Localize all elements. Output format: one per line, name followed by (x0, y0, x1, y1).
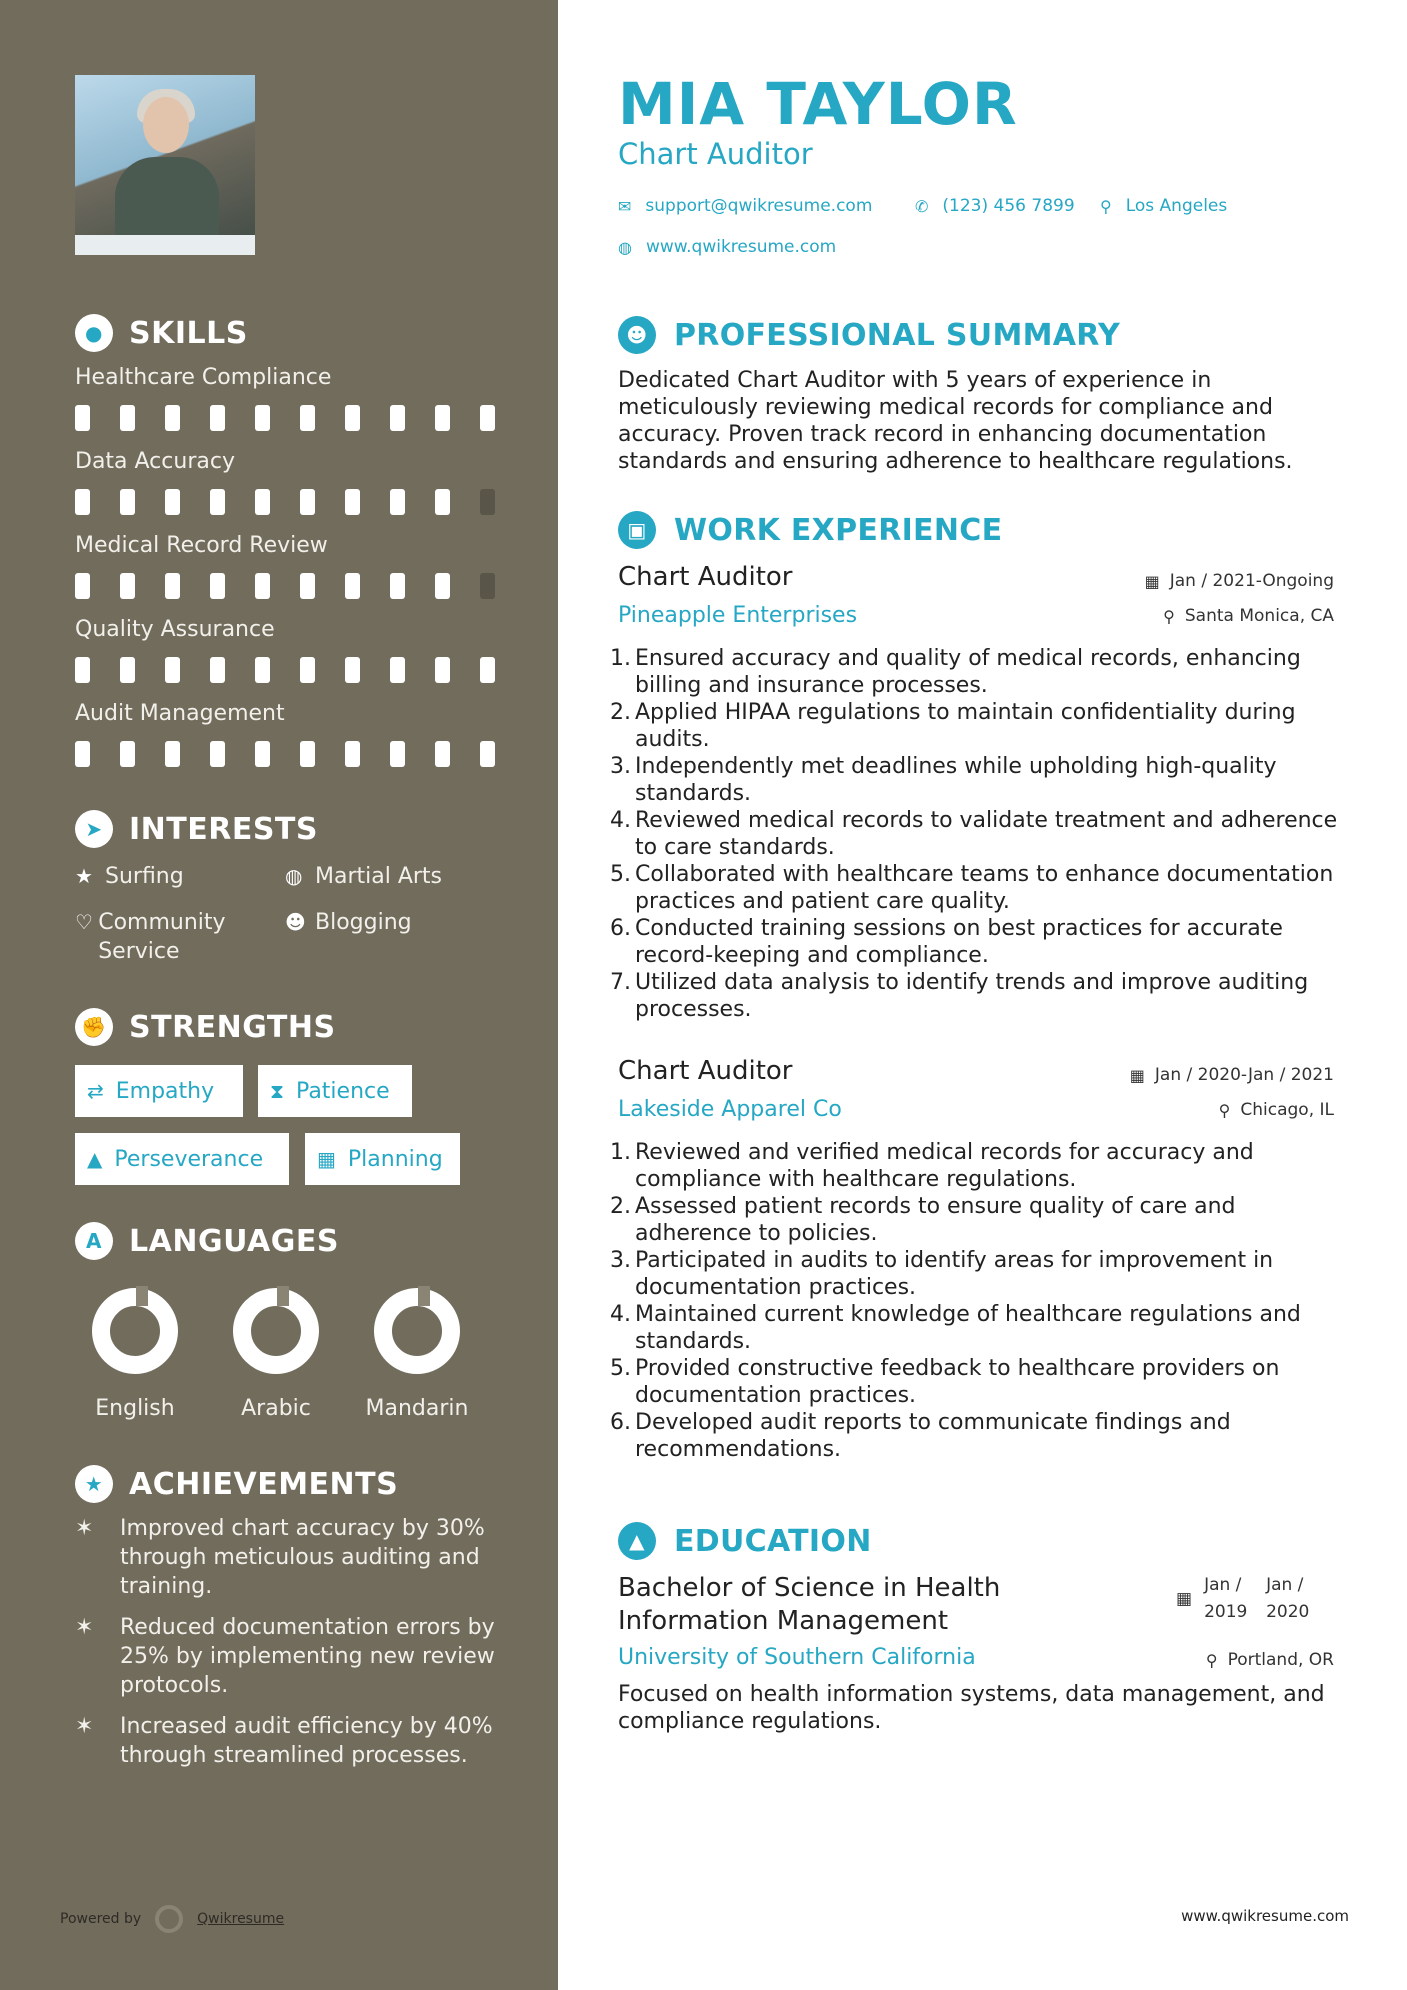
skill-segment (165, 573, 180, 599)
calendar-icon: ▦ (1144, 571, 1160, 591)
hourglass-icon: ⧗ (270, 1079, 285, 1103)
star-icon: ★ (75, 864, 93, 888)
summary-text: Dedicated Chart Auditor with 5 years of experience in meticulously reviewing medical records for compliance and accuracy. Proven track record in enhancing documentation standards and ensuring adherence to healthcare regulations. (618, 368, 1293, 474)
skill-segment (435, 405, 450, 431)
job-location: ⚲ Chicago, IL (1218, 1100, 1334, 1120)
contact-phone[interactable]: ✆ (123) 456 7899 (915, 196, 1075, 216)
globe-icon: ◍ (618, 237, 632, 257)
skill-segment (165, 657, 180, 683)
strengths-heading: ✊ STRENGTHS (75, 1008, 336, 1046)
skill-segment (120, 741, 135, 767)
list-item: 1. Ensured accuracy and quality of medical records, enhancing billing and insurance processes. (610, 646, 1301, 698)
skill-segment (210, 741, 225, 767)
profile-photo (75, 75, 255, 255)
road-icon: ▲ (87, 1147, 103, 1171)
skill-segment (390, 573, 405, 599)
job-dates: ▦ Jan / 2020-Jan / 2021 (1129, 1065, 1334, 1085)
list-item: 1. Reviewed and verified medical records for accuracy and compliance with healthcare regulations. (610, 1140, 1254, 1192)
strength-chip: ▲ Perseverance (75, 1133, 289, 1185)
skill-level-bar (75, 741, 495, 767)
skill-segment (255, 405, 270, 431)
interest-item: ★ Surfing (75, 864, 184, 889)
globe-icon: ◍ (285, 864, 303, 888)
education-school: University of Southern California (618, 1645, 976, 1670)
interest-item: ☻ Blogging (285, 910, 412, 935)
pin-icon: ⚲ (1218, 1100, 1231, 1120)
skill-name: Healthcare Compliance (75, 365, 332, 390)
skill-segment (210, 405, 225, 431)
list-item: 7. Utilized data analysis to identify trends and improve auditing processes. (610, 970, 1309, 1022)
skill-segment (345, 657, 360, 683)
skill-segment (255, 741, 270, 767)
job-company: Pineapple Enterprises (618, 603, 858, 628)
list-item: 2. Applied HIPAA regulations to maintain confidentiality during audits. (610, 700, 1296, 752)
users-icon: ☻ (285, 910, 306, 934)
skill-level-bar (75, 489, 495, 515)
powered-by-link[interactable]: Qwikresume (197, 1911, 285, 1927)
sidebar (0, 0, 558, 1990)
skill-segment (300, 741, 315, 767)
handshake-icon: ⇄ (87, 1079, 104, 1103)
strength-chip: ▦ Planning (305, 1133, 460, 1185)
job-location: ⚲ Santa Monica, CA (1163, 606, 1334, 626)
interest-item: ◍ Martial Arts (285, 864, 443, 889)
list-item: 4. Maintained current knowledge of healthcare regulations and standards. (610, 1302, 1301, 1354)
list-item: 6. Conducted training sessions on best practices for accurate record-keeping and compliance. (610, 916, 1283, 968)
job-dates: ▦ Jan / 2021-Ongoing (1144, 571, 1334, 591)
skill-segment (480, 489, 495, 515)
contact-website[interactable]: ◍ www.qwikresume.com (618, 237, 837, 257)
strength-chip: ⇄ Empathy (75, 1065, 243, 1117)
skill-segment (165, 489, 180, 515)
achievement-item: ✶ Increased audit efficiency by 40% through streamlined processes. (75, 1714, 493, 1768)
skill-segment (390, 741, 405, 767)
job-duties-list (610, 645, 1340, 1023)
language-item: Mandarin (357, 1288, 477, 1421)
stars-icon: ✶ (75, 1714, 94, 1739)
calendar-icon: ▦ (1129, 1065, 1145, 1085)
skill-name: Audit Management (75, 701, 285, 726)
list-item: 2. Assessed patient records to ensure quality of care and adherence to policies. (610, 1194, 1236, 1246)
education-description: Focused on health information systems, data management, and compliance regulations. (618, 1682, 1325, 1734)
skill-segment (120, 657, 135, 683)
envelope-icon: ✉ (618, 196, 632, 216)
interests-heading: ➤ INTERESTS (75, 810, 318, 848)
skill-level-bar (75, 573, 495, 599)
education-dates: ▦ Jan / 2019 Jan / 2020 (1176, 1572, 1328, 1626)
skill-segment (120, 573, 135, 599)
skill-segment (390, 489, 405, 515)
skill-segment (210, 657, 225, 683)
list-item: 5. Provided constructive feedback to healthcare providers on documentation practices. (610, 1356, 1280, 1408)
calendar-icon: ▦ (317, 1147, 336, 1171)
skill-segment (165, 741, 180, 767)
skill-segment (255, 489, 270, 515)
map-pin-icon: ⚲ (1100, 196, 1112, 216)
education-heading: ▲ EDUCATION (618, 1522, 872, 1560)
list-item: 3. Independently met deadlines while upholding high-quality standards. (610, 754, 1277, 806)
language-level-ring (233, 1288, 319, 1374)
skill-segment (345, 573, 360, 599)
achievement-item: ✶ Reduced documentation errors by 25% by implementing new review protocols. (75, 1615, 495, 1698)
list-item: 5. Collaborated with healthcare teams to enhance documentation practices and patient care quality. (610, 862, 1334, 914)
job-duties-list (610, 1139, 1340, 1463)
star-badge-icon: ★ (75, 1465, 113, 1503)
skill-segment (390, 657, 405, 683)
skill-segment (345, 489, 360, 515)
skill-segment (255, 657, 270, 683)
skill-segment (300, 489, 315, 515)
lightbulb-icon: ● (75, 314, 113, 352)
powered-by: Powered by Qwikresume (60, 1905, 284, 1933)
phone-icon: ✆ (915, 196, 929, 216)
skill-segment (75, 405, 90, 431)
list-item: 4. Reviewed medical records to validate treatment and adherence to care standards. (610, 808, 1338, 860)
achievements-heading: ★ ACHIEVEMENTS (75, 1465, 398, 1503)
skill-segment (255, 573, 270, 599)
fist-icon: ✊ (75, 1008, 113, 1046)
skill-segment (390, 405, 405, 431)
job-role: Chart Auditor (618, 1056, 793, 1086)
skill-level-bar (75, 657, 495, 683)
education-location: ⚲ Portland, OR (1205, 1650, 1334, 1670)
footer-website[interactable]: www.qwikresume.com (1181, 1907, 1349, 1925)
graduation-icon: ▲ (618, 1522, 656, 1560)
language-level-ring (374, 1288, 460, 1374)
skill-segment (120, 489, 135, 515)
skill-segment (435, 741, 450, 767)
skill-segment (435, 489, 450, 515)
summary-heading: ☻ PROFESSIONAL SUMMARY (618, 316, 1120, 354)
pin-icon: ⚲ (1205, 1650, 1218, 1670)
language-item: Arabic (216, 1288, 336, 1421)
stars-icon: ✶ (75, 1615, 94, 1640)
skill-name: Medical Record Review (75, 533, 328, 558)
achievement-item: ✶ Improved chart accuracy by 30% through meticulous auditing and training. (75, 1516, 485, 1599)
user-icon: ☻ (618, 316, 656, 354)
job-role: Chart Auditor (618, 562, 793, 592)
contact-location: ⚲ Los Angeles (1100, 196, 1228, 216)
skill-segment (480, 405, 495, 431)
skill-segment (435, 657, 450, 683)
skill-segment (345, 741, 360, 767)
candidate-title: Chart Auditor (618, 137, 813, 171)
language-icon: A (75, 1222, 113, 1260)
skill-name: Quality Assurance (75, 617, 275, 642)
skill-segment (75, 489, 90, 515)
interest-item: ♡ Community Service (75, 910, 226, 964)
skill-segment (300, 573, 315, 599)
candidate-name: MIA TAYLOR (618, 70, 1018, 138)
skill-segment (75, 573, 90, 599)
hand-icon: ♡ (75, 910, 93, 934)
skill-segment (210, 573, 225, 599)
skill-segment (480, 741, 495, 767)
languages-heading: A LANGUAGES (75, 1222, 339, 1260)
skill-segment (120, 405, 135, 431)
skill-segment (480, 657, 495, 683)
skill-level-bar (75, 405, 495, 431)
skill-segment (75, 741, 90, 767)
experience-heading: ▣ WORK EXPERIENCE (618, 511, 1002, 549)
paper-plane-icon: ➤ (75, 810, 113, 848)
skill-segment (210, 489, 225, 515)
list-item: 3. Participated in audits to identify areas for improvement in documentation practices. (610, 1248, 1274, 1300)
education-degree: Bachelor of Science in Health Information Management (618, 1573, 1001, 1636)
language-level-ring (92, 1288, 178, 1374)
job-company: Lakeside Apparel Co (618, 1097, 842, 1122)
skill-segment (435, 573, 450, 599)
skill-segment (165, 405, 180, 431)
briefcase-icon: ▣ (618, 511, 656, 549)
skill-segment (345, 405, 360, 431)
contact-email[interactable]: ✉ support@qwikresume.com (618, 196, 873, 216)
skill-segment (300, 657, 315, 683)
stars-icon: ✶ (75, 1516, 94, 1541)
list-item: 6. Developed audit reports to communicate findings and recommendations. (610, 1410, 1231, 1462)
skill-name: Data Accuracy (75, 449, 235, 474)
qwikresume-logo-icon (155, 1905, 183, 1933)
language-item: English (75, 1288, 195, 1421)
skill-segment (480, 573, 495, 599)
skill-segment (300, 405, 315, 431)
strength-chip: ⧗ Patience (258, 1065, 412, 1117)
skills-heading: ● SKILLS (75, 314, 248, 352)
pin-icon: ⚲ (1163, 606, 1175, 626)
skill-segment (75, 657, 90, 683)
calendar-icon: ▦ (1176, 1589, 1193, 1609)
